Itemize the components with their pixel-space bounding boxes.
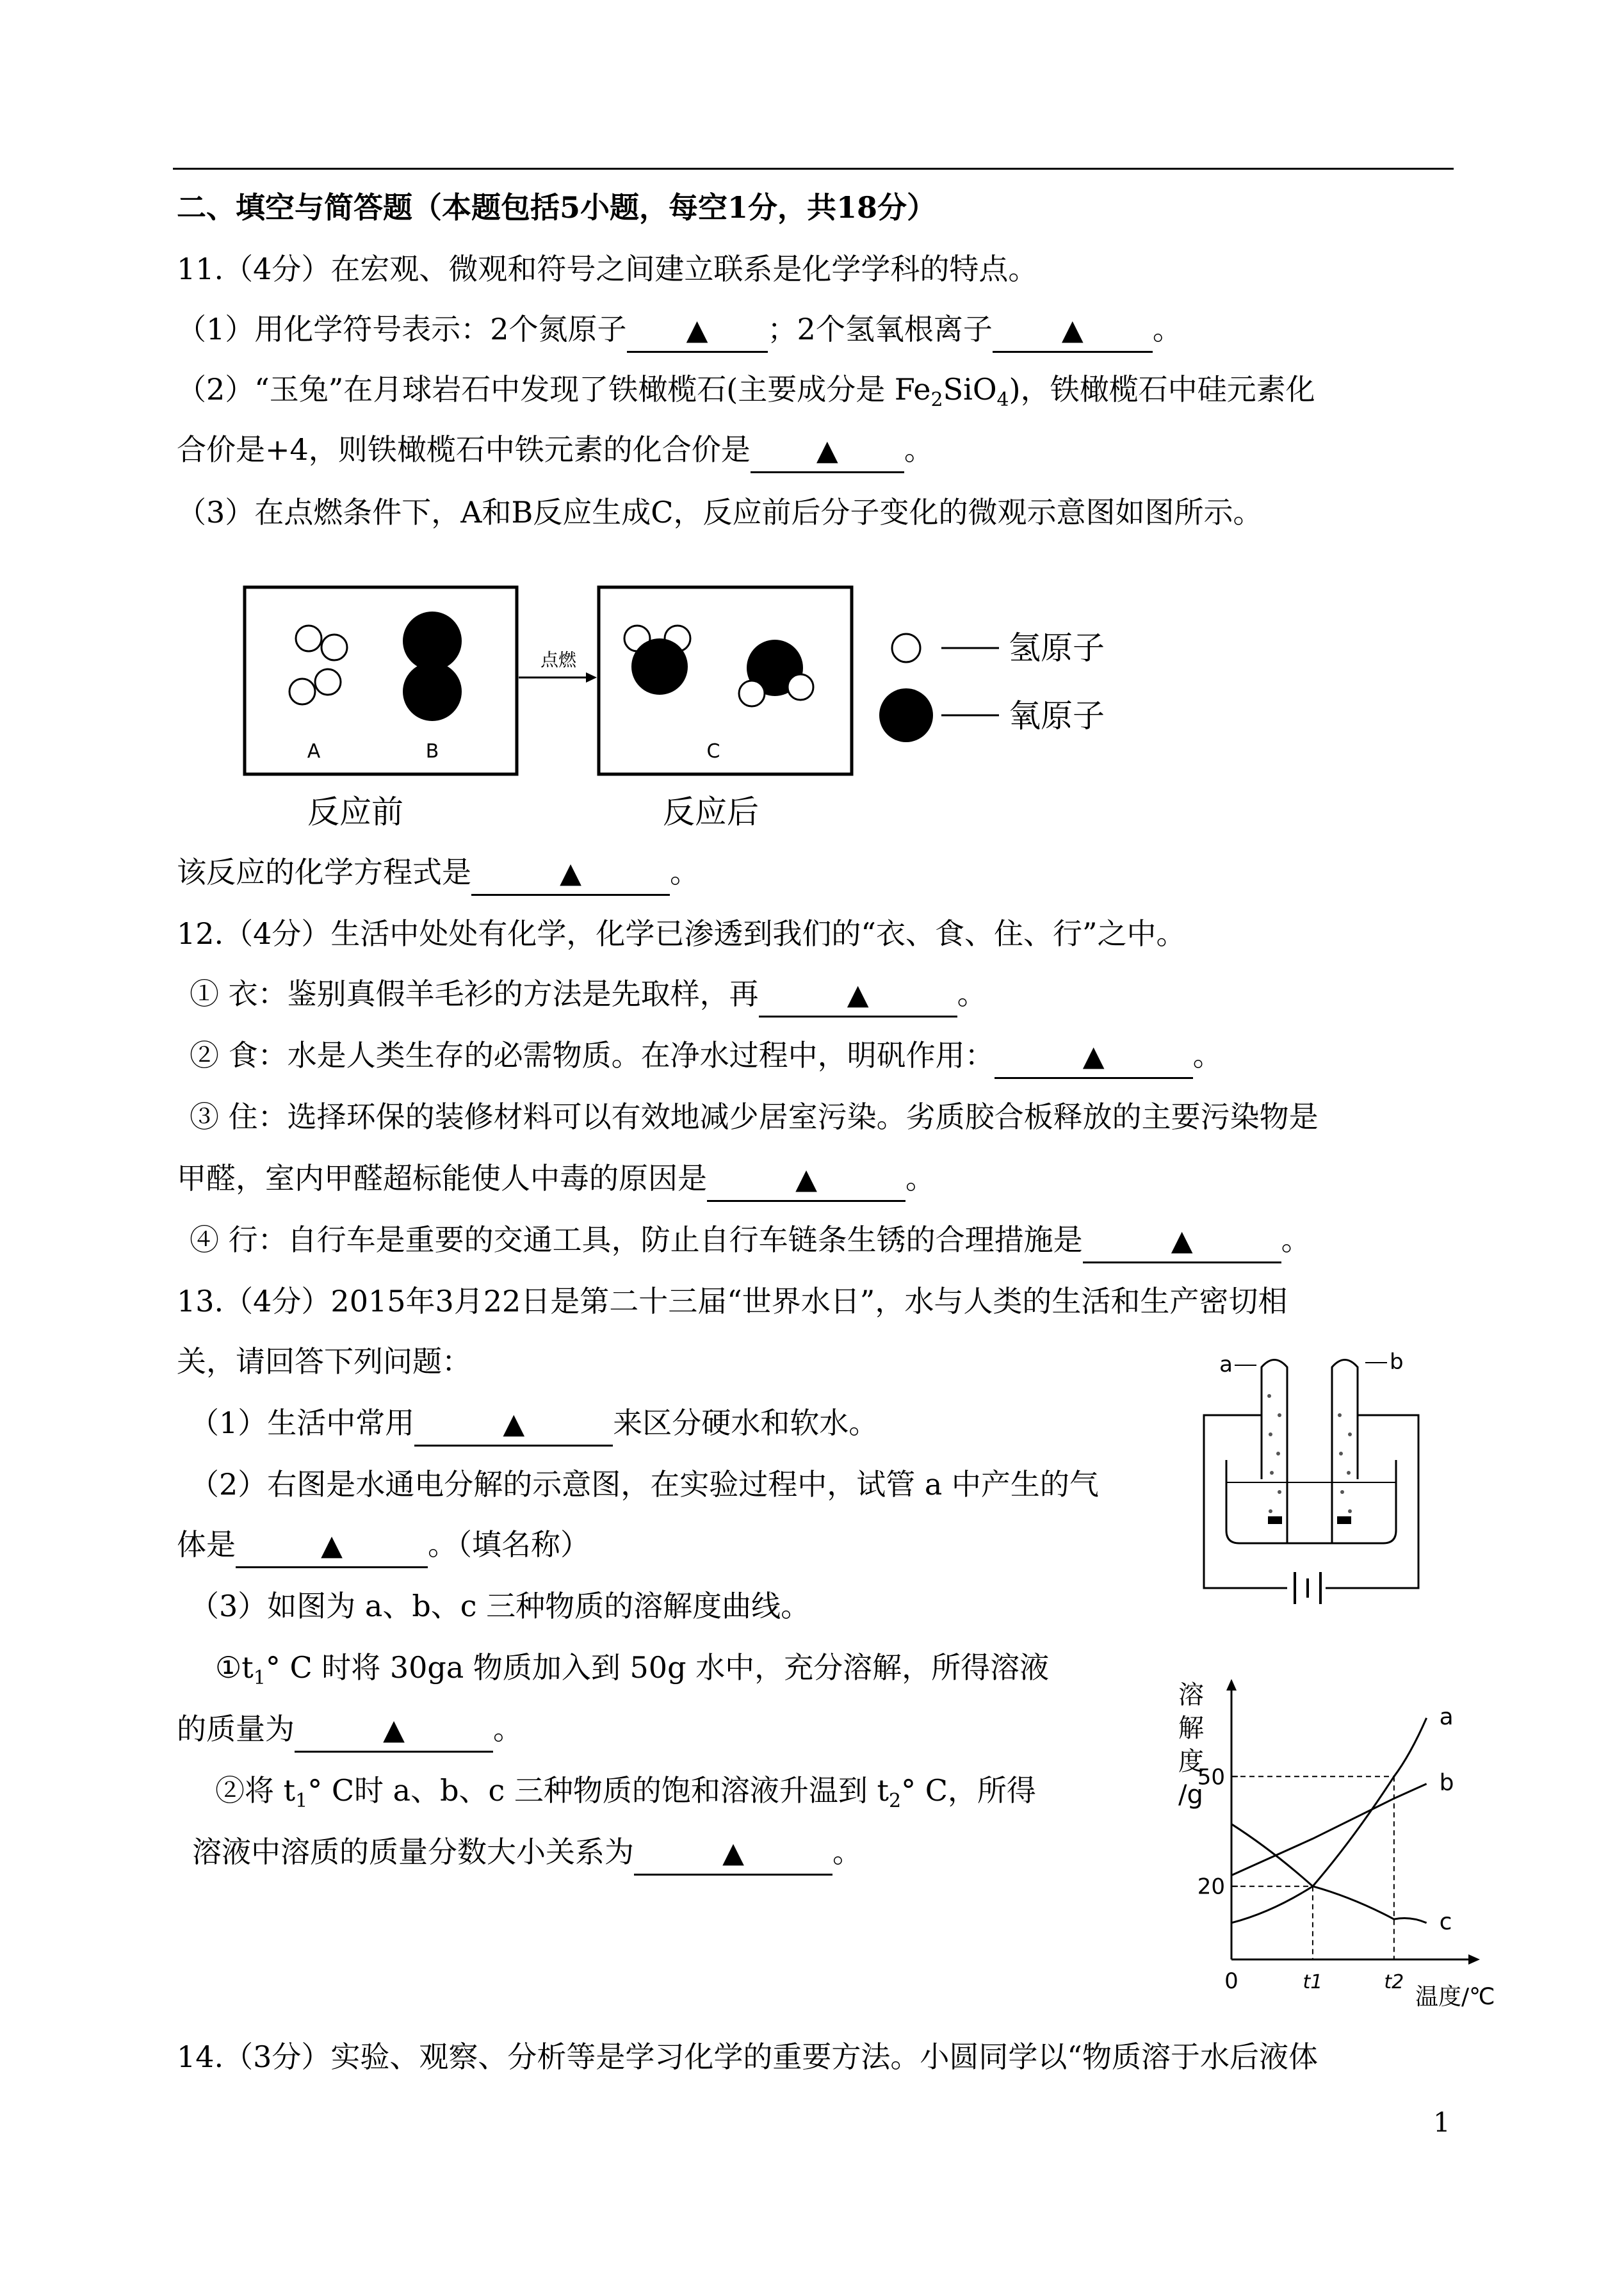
before-box — [245, 587, 517, 774]
reaction-arrow-head — [586, 672, 597, 683]
wire — [1204, 1415, 1287, 1588]
electrolysis-diagram — [1198, 1345, 1428, 1601]
oxygen-atom — [631, 638, 688, 695]
answer-blank[interactable]: ▲ — [995, 1035, 1193, 1079]
q12-item3: ③ 住：选择环保的装修材料可以有效地减少居室污染。劣质胶合板释放的主要污染物是 — [190, 1099, 1319, 1134]
q13-stem-line2: 关，请回答下列问题： — [177, 1344, 471, 1379]
answer-blank[interactable]: ▲ — [759, 973, 957, 1018]
answer-blank[interactable]: ▲ — [751, 429, 904, 473]
q12-item2: ② 食：水是人类生存的必需物质。在净水过程中，明矾作用： ▲ 。 — [190, 1035, 1222, 1079]
oxygen-atom — [403, 662, 462, 721]
hydrogen-atom — [315, 669, 341, 695]
series-c-label: c — [1439, 1908, 1452, 1935]
bubbles — [1267, 1394, 1352, 1513]
electrode — [1337, 1516, 1351, 1524]
legend-oxygen-icon — [879, 688, 933, 742]
label-a: A — [307, 740, 321, 763]
answer-blank[interactable]: ▲ — [1083, 1219, 1281, 1263]
q13-part3: （3）如图为 a、b、c 三种物质的溶解度曲线。 — [190, 1589, 811, 1623]
chart-origin: 0 — [1224, 1968, 1238, 1994]
x-tick-label: t1 — [1303, 1971, 1323, 1993]
q12-item4: ④ 行：自行车是重要的交通工具，防止自行车链条生锈的合理措施是 ▲ 。 — [190, 1219, 1311, 1263]
section-title: 二、填空与简答题（本题包括5小题，每空1分，共18分） — [177, 190, 937, 225]
label-b: B — [425, 740, 439, 763]
answer-blank[interactable]: ▲ — [414, 1402, 613, 1447]
series-a-label: a — [1439, 1703, 1454, 1730]
answer-blank[interactable]: ▲ — [634, 1831, 832, 1876]
q13-part1: （1）生活中常用 ▲ 来区分硬水和软水。 — [190, 1402, 878, 1447]
q13-part3-2: ②将 $t_1^\circ$ C时 a、b、c 三种物质的饱和溶液升温到 $t_2^\circ$ C，所得 — [215, 1773, 1036, 1813]
q13-stem: 13.（4分）2015年3月22日是第二十三届“世界水日”，水与人类的生活和生产密切相 — [177, 1284, 1288, 1318]
solubility-chart — [1165, 1665, 1498, 2011]
test-tube-a — [1262, 1360, 1287, 1544]
answer-blank[interactable]: ▲ — [993, 309, 1153, 353]
chart-ylabel-2: 解 — [1178, 1714, 1204, 1743]
x-tick-label: t2 — [1384, 1971, 1404, 1993]
y-tick-label: 20 — [1197, 1874, 1225, 1900]
hydrogen-atom — [289, 679, 315, 704]
reaction-diagram — [237, 580, 1105, 836]
q11-part2-line2: 合价是+4，则铁橄榄石中铁元素的化合价是 ▲ 。 — [177, 429, 934, 473]
tube-b-label: b — [1390, 1349, 1404, 1375]
q14-stem: 14.（3分）实验、观察、分析等是学习化学的重要方法。小圆同学以“物质溶于水后液体 — [177, 2040, 1318, 2074]
x-axis-arrow — [1468, 1954, 1480, 1965]
series-c-curve — [1231, 1824, 1427, 1923]
q11-part4: 该反应的化学方程式是 ▲ 。 — [177, 852, 699, 896]
legend-hydrogen: 氢原子 — [1009, 629, 1105, 667]
hydrogen-atom — [739, 681, 765, 706]
series-b-curve — [1231, 1784, 1427, 1876]
test-tube-b — [1332, 1360, 1358, 1544]
label-c: C — [706, 740, 720, 763]
chart-ylabel-1: 溶 — [1178, 1680, 1204, 1710]
legend-hydrogen-icon — [892, 634, 920, 662]
q11-part2: （2）“玉兔”在月球岩石中发现了铁橄榄石(主要成分是 $Fe_2SiO_4$)，铁橄榄石中硅元素化 — [177, 372, 1315, 412]
q12-stem: 12.（4分）生活中处处有化学，化学已渗透到我们的“衣、食、住、行”之中。 — [177, 916, 1186, 951]
legend-oxygen: 氧原子 — [1009, 697, 1105, 734]
chart-xlabel: 温度/℃ — [1415, 1984, 1495, 2010]
hydrogen-atom — [296, 626, 321, 651]
after-label: 反应后 — [663, 793, 759, 831]
q13-part3-2-line2: 溶液中溶质的质量分数大小关系为 ▲ 。 — [192, 1831, 862, 1876]
series-b-label: b — [1439, 1769, 1454, 1796]
water-tank — [1226, 1460, 1396, 1543]
tube-a-label: a — [1219, 1352, 1233, 1377]
answer-blank[interactable]: ▲ — [627, 309, 768, 353]
chart-ylabel-4: /g — [1178, 1780, 1203, 1810]
wire — [1326, 1415, 1418, 1588]
q13-part2: （2）右图是水通电分解的示意图，在实验过程中，试管 a 中产生的气 — [190, 1467, 1099, 1502]
q12-item3-line2: 甲醛，室内甲醛超标能使人中毒的原因是 ▲ 。 — [177, 1158, 935, 1202]
y-tick-label: 50 — [1197, 1764, 1225, 1790]
q13-part2-line2: 体是 ▲ 。（填名称） — [177, 1524, 590, 1568]
chart-ylabel-3: 度 — [1178, 1747, 1204, 1776]
header-rule — [173, 168, 1454, 170]
answer-blank[interactable]: ▲ — [295, 1708, 493, 1753]
arrow-label: 点燃 — [540, 649, 577, 670]
answer-blank[interactable]: ▲ — [471, 852, 670, 896]
hydrogen-atom — [788, 674, 813, 700]
q11-stem: 11.（4分）在宏观、微观和符号之间建立联系是化学学科的特点。 — [177, 252, 1038, 286]
q13-part3-1: $①t_1^\circ$ C 时将 30ga 物质加入到 50g 水中，充分溶解，所得溶液 — [215, 1650, 1050, 1690]
oxygen-atom — [403, 612, 462, 670]
q12-item1: ① 衣：鉴别真假羊毛衫的方法是先取样，再 ▲ 。 — [190, 973, 987, 1018]
before-label: 反应前 — [307, 793, 403, 831]
hydrogen-atom — [321, 635, 347, 660]
electrode — [1268, 1516, 1282, 1524]
answer-blank[interactable]: ▲ — [707, 1158, 905, 1202]
y-axis-arrow — [1226, 1679, 1237, 1691]
q13-part3-1-line2: 的质量为 ▲ 。 — [177, 1708, 523, 1753]
answer-blank[interactable]: ▲ — [236, 1524, 428, 1568]
q11-part3: （3）在点燃条件下，A和B反应生成C，反应前后分子变化的微观示意图如图所示。 — [177, 495, 1263, 530]
page-number: 1 — [1433, 2107, 1450, 2138]
q11-part1: （1）用化学符号表示：2个氮原子 ▲ ；2个氢氧根离子 ▲ 。 — [177, 309, 1182, 353]
